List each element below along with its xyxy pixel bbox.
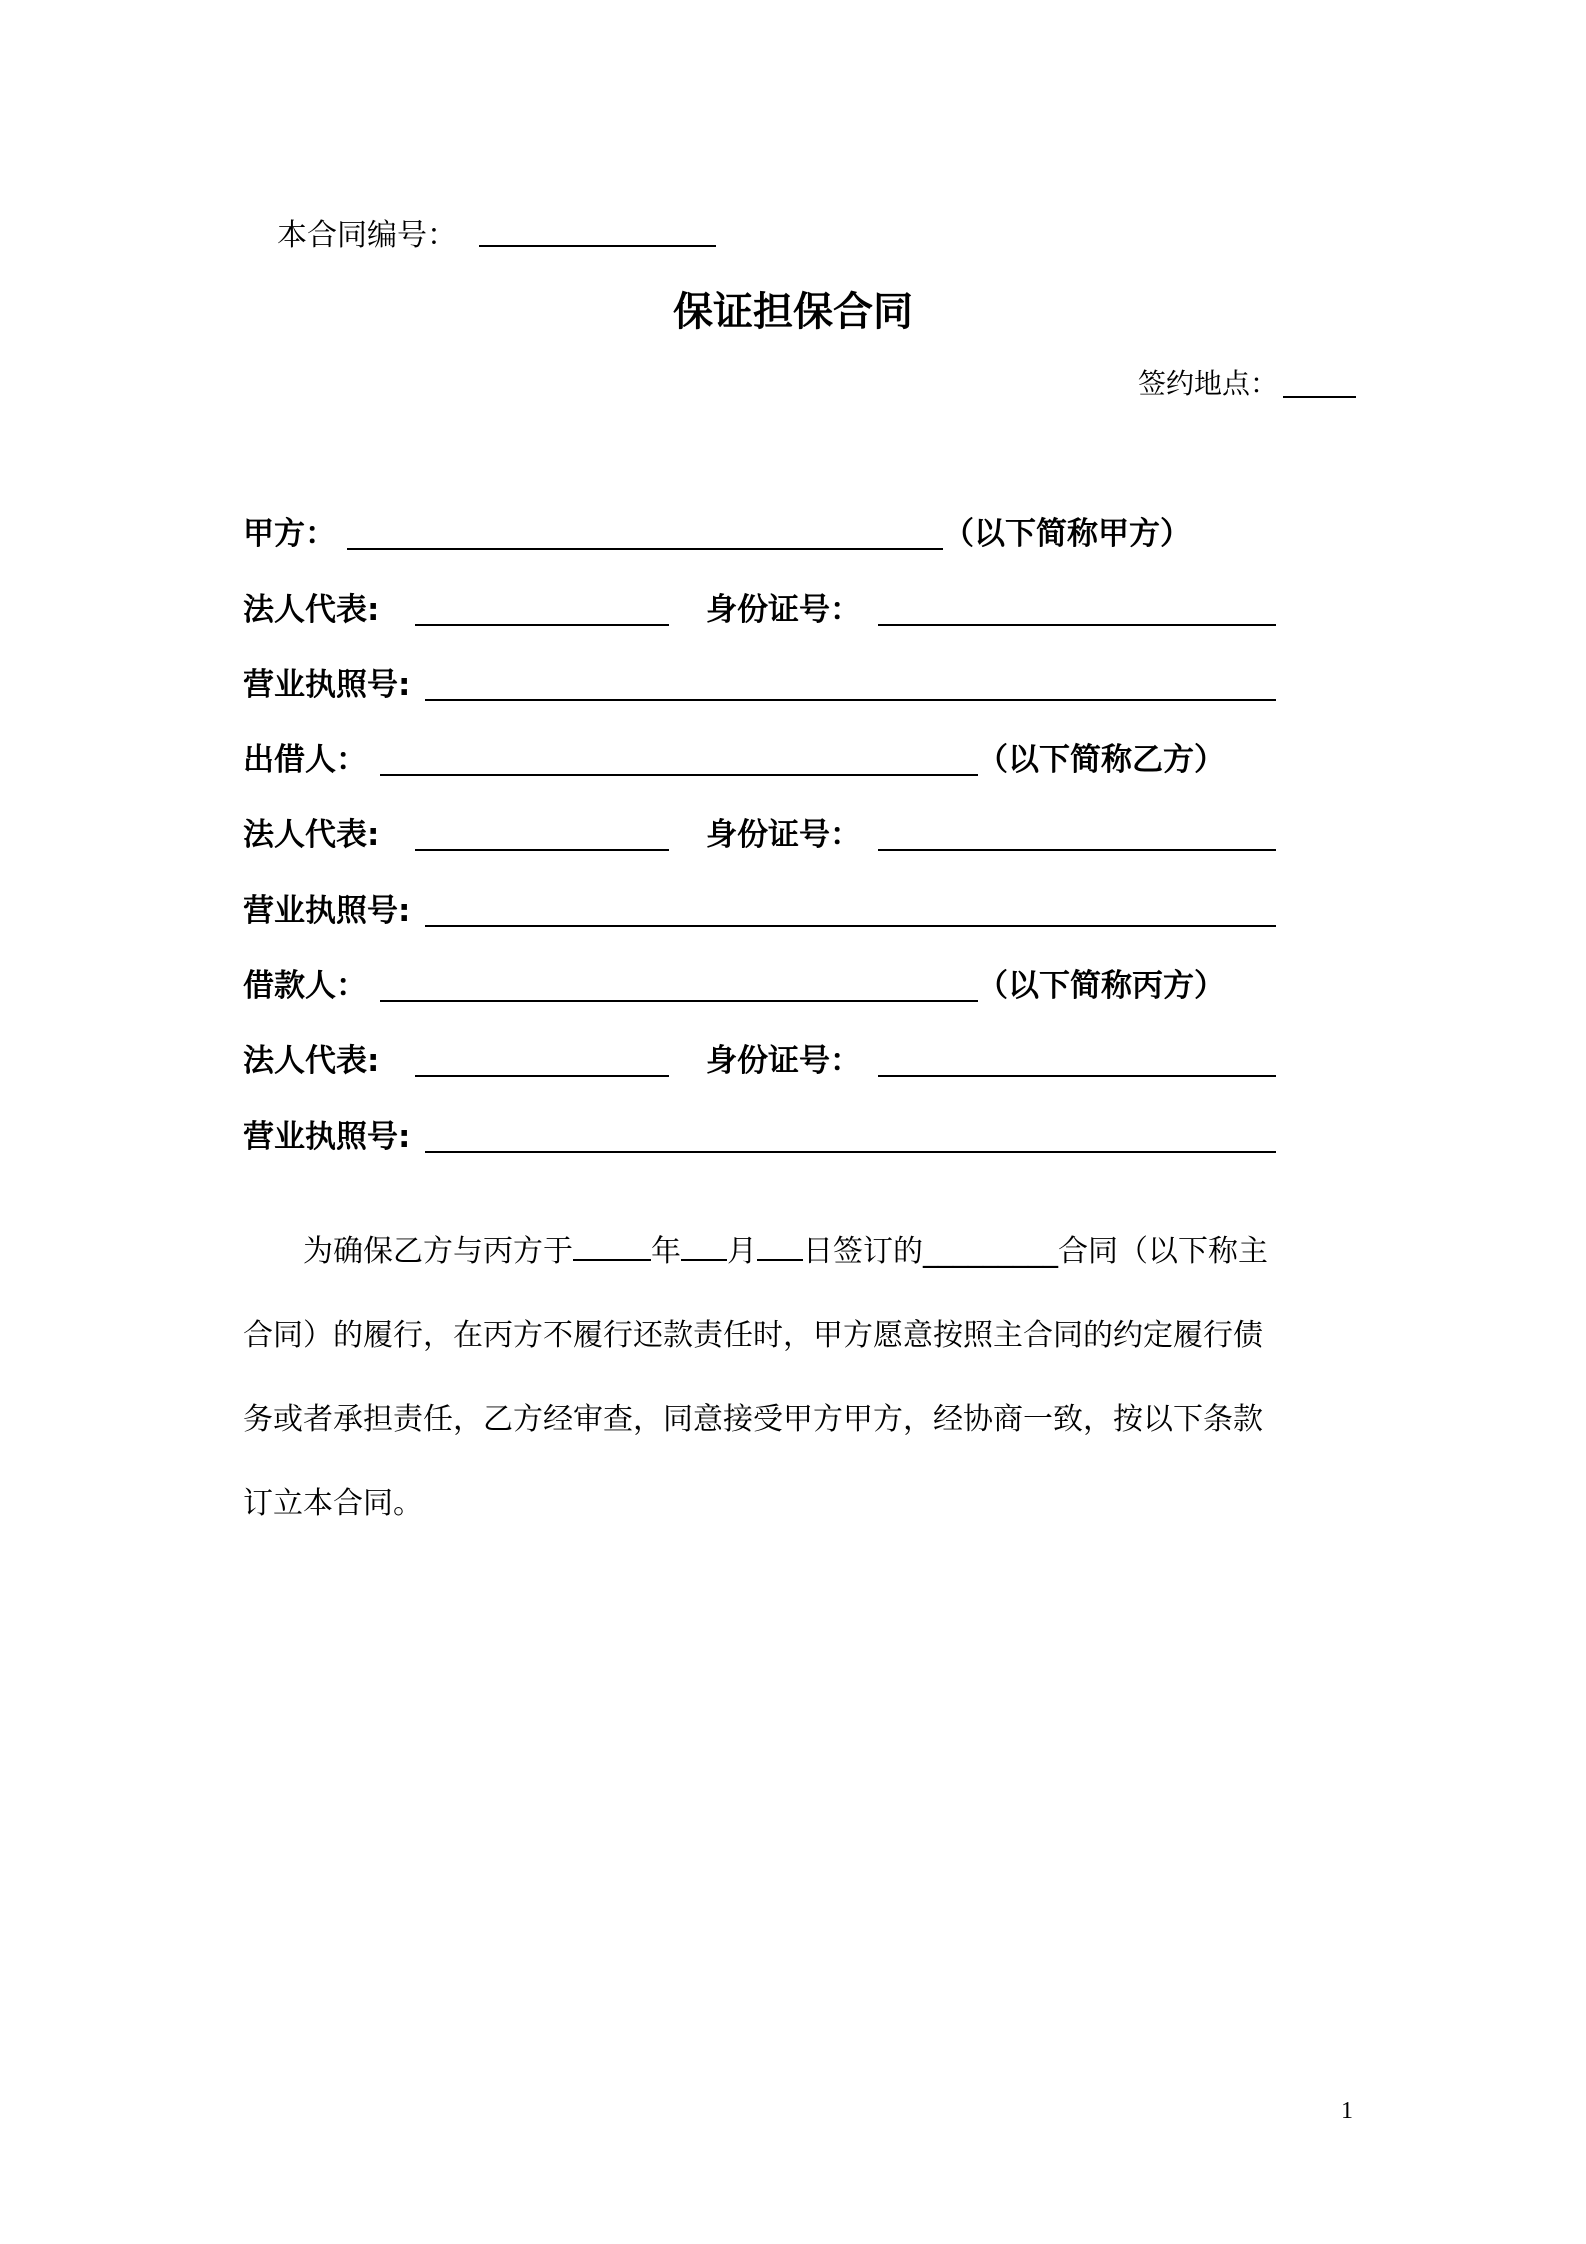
borrower-legal-rep-label: 法人代表:	[243, 1043, 380, 1079]
lender-license-label: 营业执照号:	[243, 893, 411, 929]
lender-id-label: 身份证号：	[706, 817, 861, 853]
year-label: 年	[651, 1234, 681, 1269]
month-field[interactable]	[681, 1233, 727, 1261]
party-a-legal-rep-label: 法人代表:	[243, 592, 380, 628]
party-a-id-field[interactable]	[878, 624, 1276, 626]
borrower-license-label: 营业执照号:	[243, 1119, 411, 1155]
contract-number-label: 本合同编号：	[277, 218, 457, 253]
preamble-line-1	[243, 1210, 1363, 1294]
main-contract-name-field[interactable]: _________	[923, 1234, 1058, 1269]
preamble-text-start: 为确保乙方与丙方于	[303, 1234, 573, 1269]
borrower-legal-rep-field[interactable]	[415, 1075, 669, 1077]
party-a-legal-rep-field[interactable]	[415, 624, 669, 626]
contract-number-field[interactable]	[479, 245, 716, 247]
party-a-id-label: 身份证号：	[706, 592, 861, 628]
borrower-license-field[interactable]	[425, 1151, 1276, 1153]
lender-suffix: （以下简称乙方）	[977, 742, 1225, 778]
party-a-name-field[interactable]	[347, 548, 943, 550]
preamble-line-3: 务或者承担责任，乙方经审查，同意接受甲方甲方，经协商一致，按以下条款	[243, 1402, 1263, 1437]
party-a-license-field[interactable]	[425, 699, 1276, 701]
lender-license-field[interactable]	[425, 925, 1276, 927]
lender-label: 出借人：	[243, 742, 367, 778]
page-number: 1	[1341, 2098, 1353, 2124]
preamble-text-end: 合同（以下称主	[1058, 1234, 1268, 1269]
signing-place-field[interactable]	[1283, 396, 1356, 398]
party-a-license-label: 营业执照号:	[243, 667, 411, 703]
page-title: 保证担保合同	[673, 289, 913, 335]
borrower-label: 借款人：	[243, 968, 367, 1004]
preamble-line-4: 订立本合同。	[243, 1486, 423, 1521]
borrower-name-field[interactable]	[380, 1000, 978, 1002]
contract-preamble	[243, 1210, 1363, 1546]
month-label: 月	[727, 1234, 757, 1269]
party-a-suffix: （以下简称甲方）	[943, 516, 1191, 552]
lender-legal-rep-label: 法人代表:	[243, 817, 380, 853]
year-field[interactable]	[573, 1233, 651, 1261]
party-a-label: 甲方：	[243, 516, 336, 552]
day-field[interactable]	[757, 1233, 803, 1261]
day-label: 日签订的	[803, 1234, 923, 1269]
borrower-id-field[interactable]	[878, 1075, 1276, 1077]
borrower-suffix: （以下简称丙方）	[977, 968, 1225, 1004]
lender-name-field[interactable]	[380, 774, 978, 776]
preamble-line-2: 合同）的履行，在丙方不履行还款责任时，甲方愿意按照主合同的约定履行债	[243, 1318, 1263, 1353]
signing-place-label: 签约地点：	[1138, 367, 1279, 400]
borrower-id-label: 身份证号：	[706, 1043, 861, 1079]
lender-id-field[interactable]	[878, 849, 1276, 851]
lender-legal-rep-field[interactable]	[415, 849, 669, 851]
